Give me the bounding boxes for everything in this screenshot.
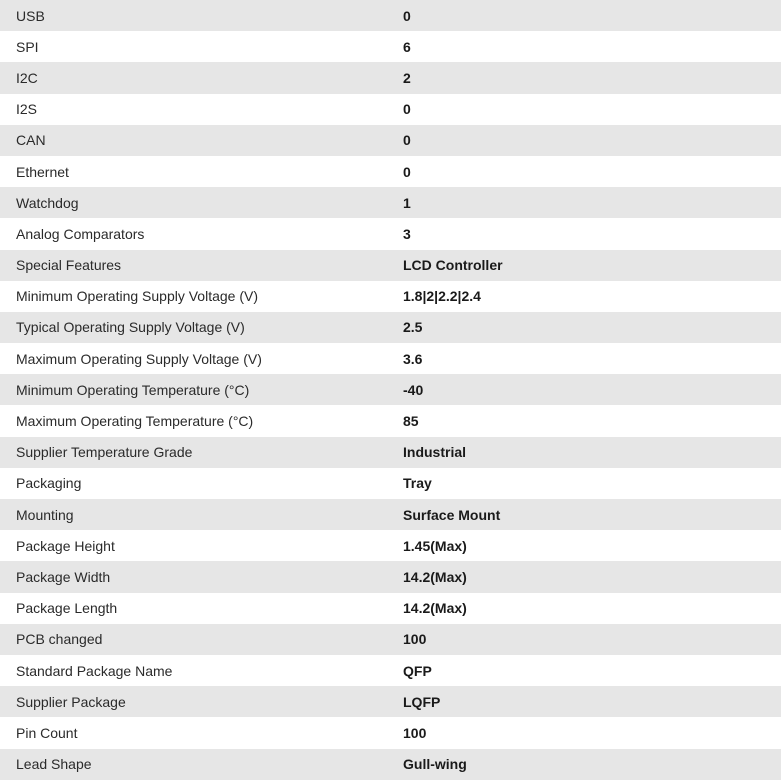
attribute-value: 14.2(Max) — [403, 600, 467, 617]
table-row — [0, 281, 781, 312]
table-row — [0, 593, 781, 624]
attribute-name: Lead Shape — [16, 756, 92, 773]
attribute-name: Watchdog — [16, 194, 79, 211]
attribute-name: Maximum Operating Temperature (°C) — [16, 413, 254, 430]
attribute-name: Maximum Operating Supply Voltage (V) — [16, 350, 262, 367]
table-row — [0, 561, 781, 592]
attribute-name: Package Height — [16, 537, 115, 554]
attribute-value: 0 — [403, 7, 411, 24]
attribute-value: 100 — [403, 724, 427, 741]
attribute-value: 1.8|2|2.2|2.4 — [403, 288, 481, 305]
table-row — [0, 94, 781, 125]
attribute-name: Ethernet — [16, 163, 69, 180]
attribute-value: 1 — [403, 194, 411, 211]
attribute-value: 3 — [403, 225, 411, 242]
attribute-name: I2S — [16, 101, 38, 118]
table-row — [0, 530, 781, 561]
table-row — [0, 125, 781, 156]
attribute-name: CAN — [16, 132, 46, 149]
table-row — [0, 0, 781, 31]
table-row — [0, 749, 781, 780]
attribute-value: -40 — [403, 381, 424, 398]
attribute-value: 2 — [403, 69, 411, 86]
attribute-value: 1.45(Max) — [403, 537, 467, 554]
attribute-value: 3.6 — [403, 350, 423, 367]
attribute-value: 0 — [403, 132, 411, 149]
table-row — [0, 717, 781, 748]
attribute-value: LQFP — [403, 693, 441, 710]
attribute-value: 6 — [403, 38, 411, 55]
attribute-value: 14.2(Max) — [403, 568, 467, 585]
table-row — [0, 624, 781, 655]
attribute-name: USB — [16, 7, 45, 24]
attribute-name: SPI — [16, 38, 39, 55]
attribute-name: Typical Operating Supply Voltage (V) — [16, 319, 245, 336]
attribute-name: Supplier Package — [16, 693, 126, 710]
attribute-name: Special Features — [16, 257, 122, 274]
table-row — [0, 468, 781, 499]
attribute-value: 100 — [403, 631, 427, 648]
table-row — [0, 250, 781, 281]
attribute-name: Mounting — [16, 506, 74, 523]
table-row — [0, 62, 781, 93]
table-row — [0, 437, 781, 468]
attribute-value: 0 — [403, 163, 411, 180]
table-row — [0, 374, 781, 405]
attribute-name: PCB changed — [16, 631, 103, 648]
attribute-value: 0 — [403, 101, 411, 118]
attribute-value: 85 — [403, 413, 419, 430]
table-row — [0, 31, 781, 62]
attribute-name: Standard Package Name — [16, 662, 173, 679]
table-row — [0, 312, 781, 343]
table-row — [0, 686, 781, 717]
table-row — [0, 218, 781, 249]
attribute-value: Industrial — [403, 444, 467, 461]
attribute-value: Surface Mount — [403, 506, 501, 523]
attribute-name: Package Length — [16, 600, 118, 617]
attribute-name: Minimum Operating Supply Voltage (V) — [16, 288, 258, 305]
table-row — [0, 499, 781, 530]
attribute-value: Tray — [403, 475, 432, 492]
table-row — [0, 187, 781, 218]
attribute-name: Supplier Temperature Grade — [16, 444, 193, 461]
attribute-name: I2C — [16, 69, 38, 86]
table-row — [0, 655, 781, 686]
table-row — [0, 156, 781, 187]
attribute-name: Minimum Operating Temperature (°C) — [16, 381, 250, 398]
attribute-value: 2.5 — [403, 319, 423, 336]
attribute-name: Pin Count — [16, 724, 78, 741]
attribute-name: Package Width — [16, 568, 111, 585]
attribute-name: Packaging — [16, 475, 82, 492]
attribute-value: Gull-wing — [403, 756, 467, 773]
table-row — [0, 405, 781, 436]
attribute-value: LCD Controller — [403, 257, 503, 274]
table-row — [0, 343, 781, 374]
attribute-value: QFP — [403, 662, 432, 679]
attribute-name: Analog Comparators — [16, 225, 145, 242]
